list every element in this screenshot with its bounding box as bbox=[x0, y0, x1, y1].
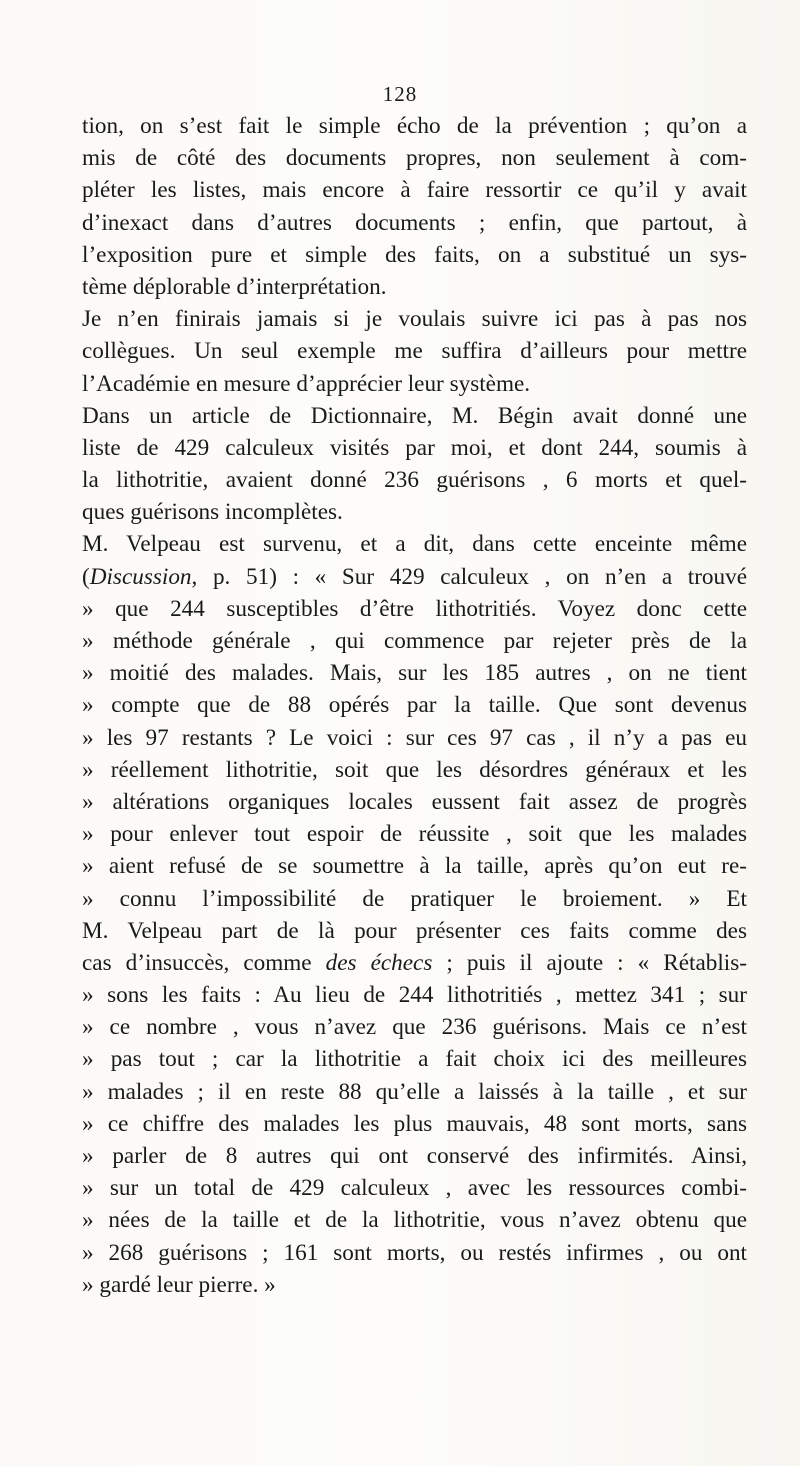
italic-segment: des échecs bbox=[325, 949, 433, 976]
text-line: liste de 429 calculeux visités par moi, et dont 244, soumis à bbox=[82, 434, 747, 461]
page-number: 128 bbox=[382, 82, 418, 106]
text-line: pléter les listes, mais encore à faire ressortir ce qu’il y avait bbox=[82, 177, 747, 204]
text-line: M. Velpeau est survenu, et a dit, dans cette enceinte même bbox=[82, 531, 747, 558]
text-line: » altérations organiques locales eussent fait assez de progrès bbox=[82, 788, 747, 815]
text-line: » connu l’impossibilité de pratiquer le broiement. » Et bbox=[82, 885, 747, 912]
text-line bbox=[82, 561, 747, 593]
text-line: » pour enlever tout espoir de réussite , soit que les malades bbox=[82, 821, 747, 848]
text-line: tion, on s’est fait le simple écho de la prévention ; qu’on a bbox=[82, 113, 747, 139]
text-line: Dans un article de Dictionnaire, M. Bégin avait donné une bbox=[82, 402, 747, 429]
text-line: collègues. Un seul exemple me suffira d’ailleurs pour mettre bbox=[82, 338, 747, 365]
italic-segment: Discussion bbox=[89, 563, 192, 590]
text-line: » sons les faits : Au lieu de 244 lithotritiés , mettez 341 ; sur bbox=[82, 982, 747, 1009]
text-line: » ce chiffre des malades les plus mauvais, 48 sont morts, sans bbox=[82, 1110, 747, 1137]
text-line: » 268 guérisons ; 161 sont morts, ou restés infirmes , ou ont bbox=[82, 1239, 747, 1266]
text-line: l’Académie en mesure d’apprécier leur système. bbox=[82, 370, 531, 397]
text-line: » méthode générale , qui commence par rejeter près de la bbox=[82, 628, 747, 654]
text-line: » que 244 susceptibles d’être lithotritiés. Voyez donc cette bbox=[82, 595, 747, 622]
text-line: l’exposition pure et simple des faits, on a substitué un sys- bbox=[82, 241, 747, 268]
text-line: » réellement lithotritie, soit que les désordres généraux et les bbox=[82, 756, 747, 783]
text-line: » moitié des malades. Mais, sur les 185 autres , on ne tient bbox=[82, 660, 747, 687]
text-line: » pas tout ; car la lithotritie a fait choix ici des meilleures bbox=[82, 1046, 747, 1073]
text-line: mis de côté des documents propres, non seulement à com- bbox=[82, 145, 747, 172]
text-line: » parler de 8 autres qui ont conservé des infirmités. Ainsi, bbox=[82, 1143, 747, 1169]
text-line: ques guérisons incomplètes. bbox=[82, 499, 343, 526]
text-line: » malades ; il en reste 88 qu’elle a laissés à la taille , et sur bbox=[82, 1078, 747, 1105]
text-line: tème déplorable d’interprétation. bbox=[82, 273, 387, 300]
body-text bbox=[82, 110, 747, 1301]
text-line: Je n’en finirais jamais si je voulais suivre ici pas à pas nos bbox=[82, 306, 747, 333]
text-line: la lithotritie, avaient donné 236 guérisons , 6 morts et quel- bbox=[82, 467, 747, 494]
text-line: » nées de la taille et de la lithotritie, vous n’avez obtenu que bbox=[82, 1207, 747, 1234]
text-segment: ( bbox=[82, 563, 90, 590]
text-segment: , p. 51) : « Sur 429 calculeux , on n’en a trouvé bbox=[191, 563, 747, 590]
text-line: d’inexact dans d’autres documents ; enfin, que partout, à bbox=[82, 209, 747, 236]
text-line bbox=[82, 947, 747, 979]
text-line: » les 97 restants ? Le voici : sur ces 97 cas , il n’y a pas eu bbox=[82, 724, 747, 751]
text-segment: cas d’insuccès, comme bbox=[82, 949, 326, 976]
text-line: M. Velpeau part de là pour présenter ces faits comme des bbox=[82, 917, 747, 944]
text-line: » aient refusé de se soumettre à la taille, après qu’on eut re- bbox=[82, 853, 747, 880]
text-segment: ; puis il ajoute : « Rétablis- bbox=[432, 949, 747, 976]
text-line: » ce nombre , vous n’avez que 236 guérisons. Mais ce n’est bbox=[82, 1014, 747, 1041]
text-line: » sur un total de 429 calculeux , avec les ressources combi- bbox=[82, 1175, 747, 1202]
text-line: » gardé leur pierre. » bbox=[82, 1271, 276, 1298]
text-line: » compte que de 88 opérés par la taille. Que sont devenus bbox=[82, 692, 747, 719]
